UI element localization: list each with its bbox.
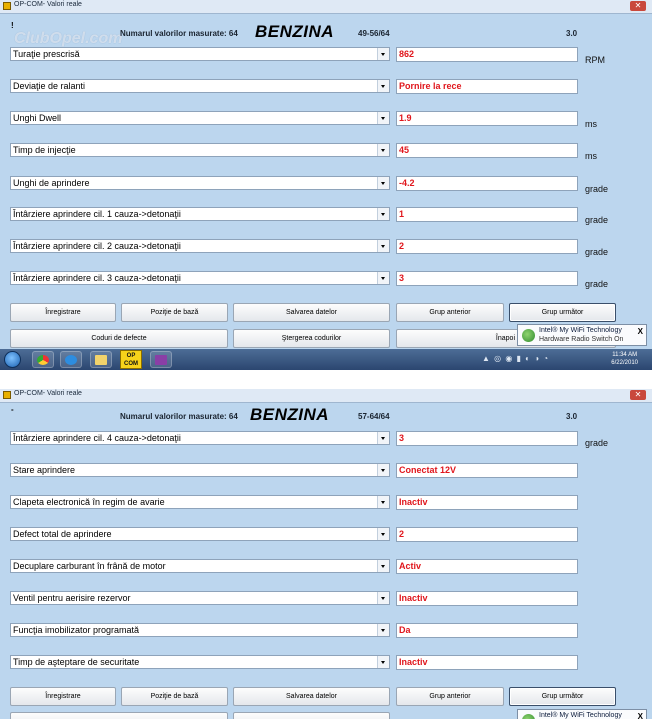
app-icon: [3, 391, 11, 399]
parameter-select[interactable]: [10, 271, 390, 285]
parameter-label: Timp de injecţie: [13, 145, 76, 155]
watermark: ClubOpel.com: [14, 30, 123, 47]
explorer-taskbar-icon[interactable]: [90, 351, 112, 368]
next-group-button[interactable]: Grup următor: [509, 303, 616, 322]
basic-setting-button[interactable]: Poziţie de bază: [121, 303, 228, 322]
value-range: 49-56/64: [358, 29, 390, 38]
parameter-unit: grade: [585, 438, 609, 448]
previous-group-button[interactable]: Grup anterior: [396, 303, 504, 322]
parameter-select[interactable]: [10, 655, 390, 669]
wifi-icon: [522, 329, 535, 342]
back-button[interactable]: Înapoi: [396, 329, 616, 348]
clock-date: 6/22/2010: [611, 360, 638, 366]
notification-subtitle: Hardware Radio Switch On: [539, 336, 624, 343]
parameter-label: Întârziere aprindere cil. 1 cauza->detonaţii: [13, 209, 181, 219]
parameter-label: Unghi de aprindere: [13, 178, 90, 188]
chevron-down-icon[interactable]: [377, 240, 389, 252]
parameter-unit: grade: [585, 184, 609, 194]
chevron-down-icon[interactable]: [377, 496, 389, 508]
chevron-down-icon[interactable]: [377, 112, 389, 124]
parameter-unit: grade: [585, 247, 609, 257]
parameter-select[interactable]: [10, 591, 390, 605]
engine-type-title: BENZINA: [250, 405, 330, 424]
parameter-value: -4.2: [396, 176, 578, 191]
parameter-value: 1: [396, 207, 578, 222]
notification-title: Intel® My WiFi Technology: [539, 712, 622, 719]
notification-close-icon[interactable]: X: [637, 712, 643, 719]
record-button[interactable]: Înregistrare: [10, 303, 116, 322]
notification-close-icon[interactable]: X: [637, 327, 643, 336]
status-mark: -: [11, 405, 14, 414]
app-icon: [3, 2, 11, 10]
parameter-unit: grade: [585, 215, 609, 225]
ie-taskbar-icon[interactable]: [60, 351, 82, 368]
close-button[interactable]: ✕: [630, 390, 646, 400]
version-label: 3.0: [566, 412, 578, 421]
parameter-select[interactable]: [10, 527, 390, 541]
clear-codes-button[interactable]: [233, 712, 390, 719]
opcom-window-bottom: [0, 389, 652, 719]
chevron-down-icon[interactable]: [377, 272, 389, 284]
parameter-value: Conectat 12V: [396, 463, 578, 478]
wifi-notification[interactable]: [517, 709, 647, 719]
opcom-label-top: OP: [126, 353, 136, 359]
chevron-down-icon[interactable]: [377, 624, 389, 636]
parameter-label: Deviaţie de ralanti: [13, 81, 86, 91]
opcom-label-bottom: COM: [124, 361, 138, 367]
parameter-unit: grade: [585, 279, 609, 289]
parameter-unit: RPM: [585, 55, 605, 65]
chevron-down-icon[interactable]: [377, 48, 389, 60]
chevron-down-icon[interactable]: [377, 528, 389, 540]
parameter-select[interactable]: [10, 47, 390, 61]
onenote-taskbar-icon[interactable]: [150, 351, 172, 368]
basic-setting-button[interactable]: Poziţie de bază: [121, 687, 228, 706]
parameter-label: Clapeta electronică în regim de avarie: [13, 497, 165, 507]
value-range: 57-64/64: [358, 412, 390, 421]
parameter-select[interactable]: [10, 207, 390, 221]
parameter-label: Întârziere aprindere cil. 4 cauza->detonaţii: [13, 433, 181, 443]
fault-codes-button[interactable]: [10, 712, 228, 719]
window-title: OP-COM- Valori reale: [14, 1, 82, 8]
parameter-select[interactable]: [10, 79, 390, 93]
fault-codes-button[interactable]: Coduri de defecte: [10, 329, 228, 348]
parameter-value: Inactiv: [396, 591, 578, 606]
taskbar: [0, 349, 652, 370]
parameter-value: Pornire la rece: [396, 79, 578, 94]
chevron-down-icon[interactable]: [377, 656, 389, 668]
save-data-button[interactable]: Salvarea datelor: [233, 303, 390, 322]
parameter-value: Inactiv: [396, 655, 578, 670]
parameter-label: Ventil pentru aerisire rezervor: [13, 593, 131, 603]
chevron-down-icon[interactable]: [377, 592, 389, 604]
parameter-value: 862: [396, 47, 578, 62]
parameter-select[interactable]: [10, 143, 390, 157]
chevron-down-icon[interactable]: [377, 464, 389, 476]
parameter-select[interactable]: [10, 495, 390, 509]
parameter-label: Defect total de aprindere: [13, 529, 112, 539]
record-button[interactable]: Înregistrare: [10, 687, 116, 706]
parameter-value: 2: [396, 239, 578, 254]
parameter-value: 3: [396, 271, 578, 286]
start-button-icon[interactable]: [4, 351, 21, 368]
parameter-unit: ms: [585, 119, 597, 129]
parameter-label: Timp de aşteptare de securitate: [13, 657, 140, 667]
chevron-down-icon[interactable]: [377, 177, 389, 189]
parameter-value: 1.9: [396, 111, 578, 126]
opcom-taskbar-icon[interactable]: [120, 350, 142, 369]
wifi-icon: [522, 714, 535, 719]
clock-time: 11:34 AM: [612, 352, 638, 358]
version-label: 3.0: [566, 29, 578, 38]
parameter-label: Stare aprindere: [13, 465, 76, 475]
wifi-notification[interactable]: [517, 324, 647, 346]
chevron-down-icon[interactable]: [377, 144, 389, 156]
parameter-value: 2: [396, 527, 578, 542]
measured-values-count: Numarul valorilor masurate: 64: [120, 29, 238, 38]
status-mark: !: [11, 21, 14, 30]
parameter-select[interactable]: [10, 623, 390, 637]
save-data-button[interactable]: Salvarea datelor: [233, 687, 390, 706]
parameter-value: Activ: [396, 559, 578, 574]
parameter-label: Întârziere aprindere cil. 2 cauza->detonaţii: [13, 241, 181, 251]
parameter-value: 45: [396, 143, 578, 158]
title-bar: [0, 389, 652, 403]
system-tray-icons[interactable]: ▲ ◎ ◉ ▮ ◐ ◑ ◔: [482, 354, 550, 363]
parameter-select[interactable]: [10, 176, 390, 190]
chrome-taskbar-icon[interactable]: [32, 351, 54, 368]
clock[interactable]: [611, 351, 638, 367]
parameter-select[interactable]: [10, 111, 390, 125]
next-group-button[interactable]: Grup următor: [509, 687, 616, 706]
parameter-select[interactable]: [10, 559, 390, 573]
chevron-down-icon[interactable]: [377, 432, 389, 444]
parameter-value: Da: [396, 623, 578, 638]
parameter-label: Turaţie prescrisă: [13, 49, 80, 59]
parameter-label: Funcţia imobilizator programată: [13, 625, 140, 635]
parameter-value: Inactiv: [396, 495, 578, 510]
engine-type-title: BENZINA: [255, 22, 335, 41]
close-button[interactable]: ✕: [630, 1, 646, 11]
chevron-down-icon[interactable]: [377, 560, 389, 572]
window-title: OP-COM- Valori reale: [14, 390, 82, 397]
parameter-label: Întârziere aprindere cil. 3 cauza->detonaţii: [13, 273, 181, 283]
chevron-down-icon[interactable]: [377, 208, 389, 220]
parameter-label: Unghi Dwell: [13, 113, 62, 123]
parameter-select[interactable]: [10, 431, 390, 445]
parameter-unit: ms: [585, 151, 597, 161]
chevron-down-icon[interactable]: [377, 80, 389, 92]
title-bar: [0, 0, 652, 14]
parameter-select[interactable]: [10, 239, 390, 253]
parameter-label: Decuplare carburant în frână de motor: [13, 561, 166, 571]
notification-title: Intel® My WiFi Technology: [539, 327, 622, 334]
parameter-value: 3: [396, 431, 578, 446]
previous-group-button[interactable]: Grup anterior: [396, 687, 504, 706]
parameter-select[interactable]: [10, 463, 390, 477]
measured-values-count: Numarul valorilor masurate: 64: [120, 412, 238, 421]
clear-codes-button[interactable]: Ştergerea codurilor: [233, 329, 390, 348]
